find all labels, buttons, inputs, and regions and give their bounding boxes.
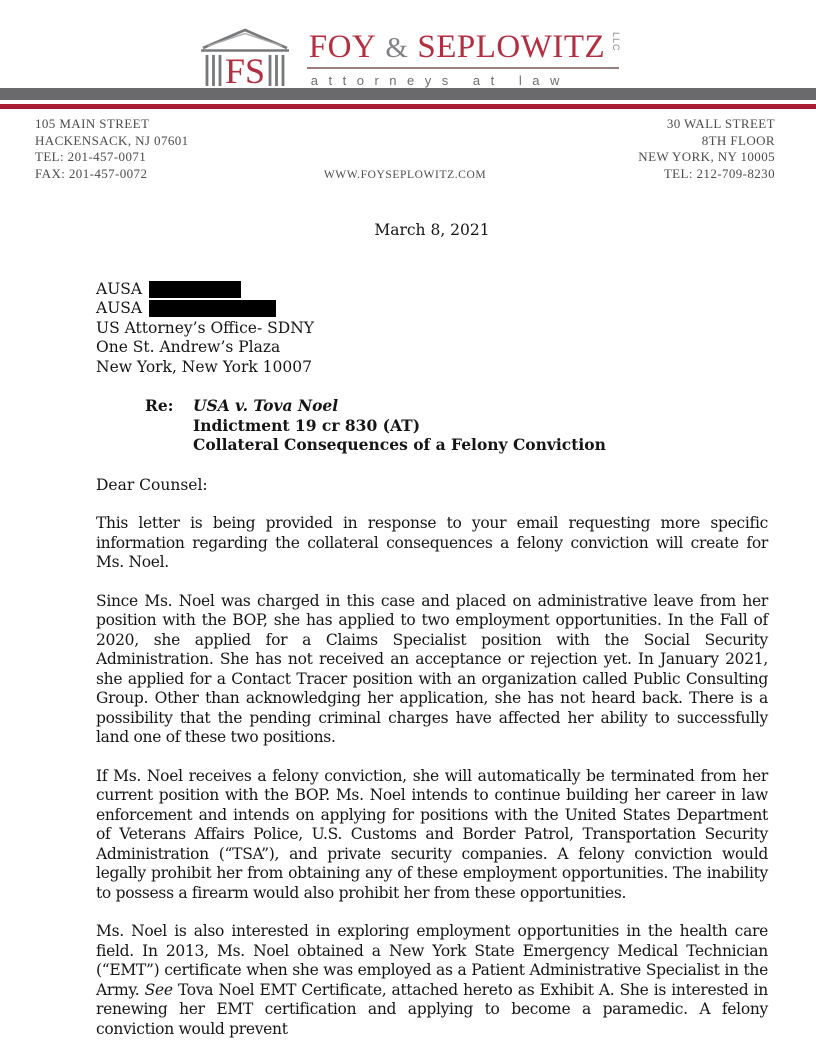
re-label: Re: [145, 396, 174, 415]
case-name: USA v. Tova Noel [193, 396, 339, 415]
paragraph-3: If Ms. Noel receives a felony conviction, she will automatically be terminated from her current position with the BOP. Ms. Noel intends to continue building her career in law enforcement and intends on applying for positions with the United States Department of Veterans Affairs Police, U.S. Customs and Border Patrol, Transportation Security Administration (“TSA”), and private security companies. A felony conviction would legally prohibit her from obtaining any of these employment opportunities. The inability to possess a firearm would also prohibit her from these opportunities. [96, 766, 768, 902]
salutation: Dear Counsel: [96, 475, 208, 494]
firm-logo [0, 0, 816, 88]
hackensack-office-address [35, 116, 324, 182]
firm-name [307, 29, 622, 69]
re-content [193, 396, 606, 455]
firm-monogram: FS [224, 51, 265, 88]
address-line: 8TH FLOOR [701, 132, 775, 148]
paragraph-4 [96, 922, 768, 1039]
ausa-label: AUSA [96, 299, 143, 317]
citation-see: See [144, 980, 173, 999]
divider-bar-gray [0, 88, 816, 100]
recipient-address-line: New York, New York 10007 [96, 357, 312, 376]
paragraph-4-text: Ms. Noel is also interested in exploring employment opportunities in the health care field. In 2013, Ms. Noel obtained a New York State Emergency Medical Technician (“EMT”) certificate when she was employed as a Patient Administrative Specialist in the Army. [96, 922, 768, 999]
firm-logo-text [307, 29, 622, 88]
address-line: 30 WALL STREET [666, 116, 775, 131]
re-block [145, 396, 768, 455]
recipient-address-line: One St. Andrew’s Plaza [96, 338, 281, 356]
firm-name-llc: LLC [611, 32, 622, 52]
address-line: TEL: 212-709-8230 [663, 165, 775, 181]
recipient-ausa-line-1 [96, 280, 768, 300]
paragraph-1: This letter is being provided in response to your email requesting more specific information regarding the collateral consequences a felony conviction will create for Ms. Noel. [96, 514, 768, 571]
indictment-number: Indictment 19 cr 830 (AT) [193, 415, 421, 435]
firm-website: WWW.FOYSEPLOWITZ.COM [323, 169, 487, 181]
recipient-address-line: US Attorney’s Office- SDNY [96, 318, 314, 337]
redaction-bar [149, 300, 276, 317]
temple-columns-logo-icon [197, 27, 293, 88]
firm-tagline: attorneys at law [310, 73, 570, 88]
address-line: TEL: 201-457-0071 [35, 149, 147, 164]
recipient-ausa-line-2 [96, 299, 768, 319]
paragraph-4-text: Tova Noel EMT Certificate, attached hereto as Exhibit A. She is interested in renewing her EMT certification and applying to become a paramedic. A felony conviction would prevent [96, 980, 768, 1038]
recipient-block [96, 280, 768, 378]
letterhead [0, 0, 816, 182]
re-subject: Collateral Consequences of a Felony Conviction [193, 435, 606, 454]
newyork-office-address [486, 116, 775, 182]
address-line: HACKENSACK, NJ 07601 [35, 132, 189, 148]
firm-name-foy: FOY [308, 29, 377, 65]
address-line: NEW YORK, NY 10005 [638, 149, 775, 164]
paragraph-2: Since Ms. Noel was charged in this case and placed on administrative leave from her position with the BOP, she has applied to two employment opportunities. In the Fall of 2020, she applied for a Claims Specialist position with the Social Security Administration. She has not received an acceptance or rejection yet. In January 2021, she applied for a Contact Tracer position with an organization called Public Consulting Group. Other than acknowledging her application, she has not heard back. There is a possibility that the pending criminal charges have affected her ability to successfully land one of these two positions. [96, 591, 768, 746]
firm-name-ampersand: & [385, 32, 409, 64]
firm-name-seplowitz: SEPLOWITZ [417, 29, 606, 65]
ausa-label: AUSA [96, 279, 143, 298]
address-line: FAX: 201-457-0072 [35, 165, 148, 181]
address-line: 105 MAIN STREET [35, 116, 150, 131]
redaction-bar [149, 281, 241, 298]
letter-body [0, 221, 816, 1039]
office-info-row [0, 109, 816, 182]
letter-date: March 8, 2021 [374, 221, 490, 239]
